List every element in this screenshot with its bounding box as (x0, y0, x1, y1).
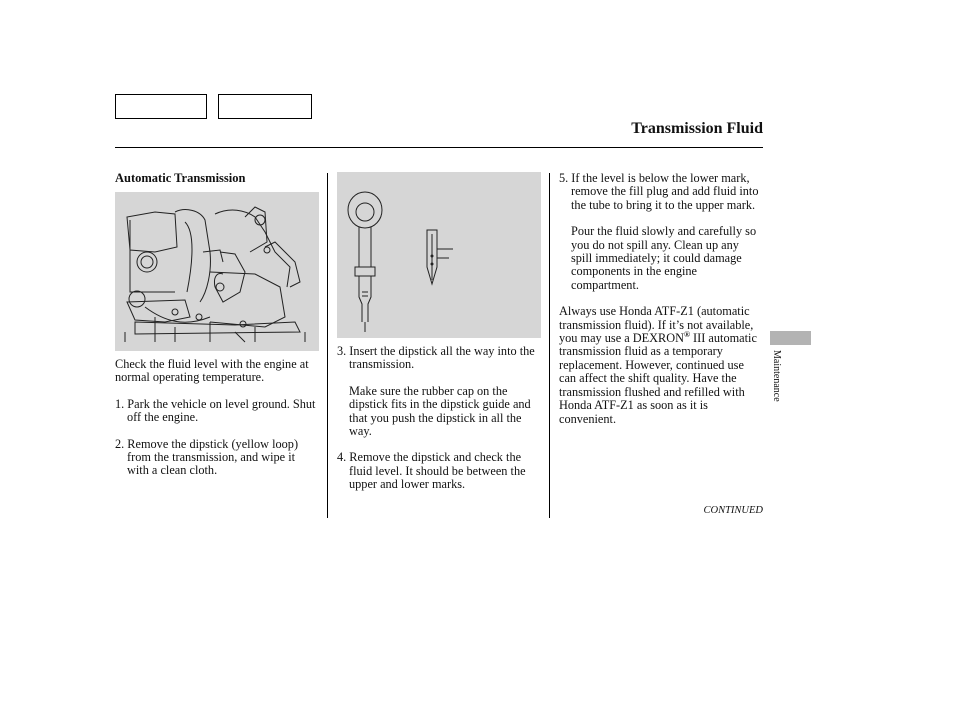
column-divider-2 (549, 173, 550, 518)
section-label (770, 350, 784, 414)
atf-text-end: III automatic transmission fluid as a temporary replacement. However, continued use can affect the shift quality. Have the transmission flushed and refilled with Honda ATF-Z1 as soon as it is convenient. (559, 331, 757, 426)
intro-text: Check the fluid level with the engine at normal operating temperature. (115, 357, 309, 385)
engine-drawing (115, 192, 319, 351)
column-1-text (115, 358, 319, 478)
column-divider-1 (327, 173, 328, 518)
column-2-text (337, 345, 541, 492)
step-4: 4. Remove the dipstick and check the fluid level. It should be between the upper and lower marks. (337, 450, 526, 492)
engine-illustration (115, 192, 319, 351)
atf-paragraph (559, 305, 763, 426)
section-label-text: Maintenance (771, 350, 782, 402)
section-heading: Automatic Transmission (115, 171, 246, 185)
step-3-note: Make sure the rubber cap on the dipstick fits in the dipstick guide and that you push the dipstick in all the way. (349, 383, 531, 439)
step-5-note: Pour the fluid slowly and carefully so you do not spill any. Clean up any spill immediately; it could damage components in the engine compartment. (571, 224, 757, 292)
section-tab (770, 331, 811, 345)
column-3-text (559, 172, 763, 426)
nav-button-1[interactable] (115, 94, 207, 119)
step-5: 5. If the level is below the lower mark, remove the fill plug and add fluid into the tube to bring it to the upper mark. (559, 171, 759, 212)
nav-button-2[interactable] (218, 94, 312, 119)
step-1: 1. Park the vehicle on level ground. Shut off the engine. (115, 396, 316, 425)
registered-mark: ® (684, 329, 690, 339)
atf-text-start: Always use Honda ATF-Z1 (automatic transmission fluid). If it’s not available, you may use a DEXRON (559, 304, 754, 346)
step-3: 3. Insert the dipstick all the way into the transmission. (337, 344, 535, 372)
continued-label: CONTINUED (703, 505, 763, 516)
step-2: 2. Remove the dipstick (yellow loop) from the transmission, and wipe it with a clean cloth. (115, 436, 299, 478)
page-title: Transmission Fluid (631, 120, 763, 137)
dipstick-illustration (337, 172, 541, 338)
dipstick-drawing (337, 172, 541, 338)
title-rule (115, 147, 763, 148)
column-1 (115, 172, 319, 185)
